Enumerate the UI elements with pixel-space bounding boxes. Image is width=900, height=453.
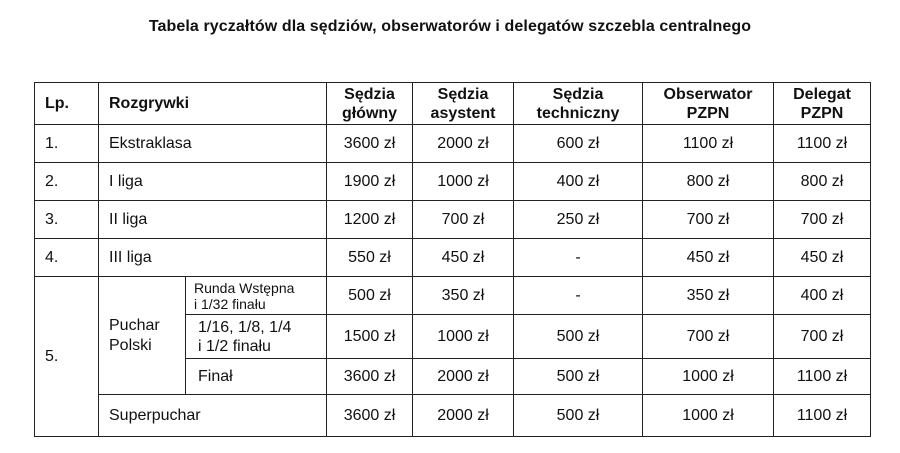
row-lp: 3. (35, 201, 99, 239)
cell-obserwator: 1100 zł (643, 125, 774, 163)
cell-obserwator: 800 zł (643, 163, 774, 201)
stage-label (186, 277, 327, 315)
header-obserwator (643, 83, 774, 125)
header-row (35, 83, 871, 125)
header-obserwator-line1: Obserwator (663, 85, 753, 103)
cell-obserwator: 350 zł (643, 277, 774, 315)
cell-obserwator: 700 zł (643, 315, 774, 359)
cell-obserwator: 1000 zł (643, 359, 774, 395)
puchar-name (99, 277, 186, 395)
cell-glowny: 1200 zł (327, 201, 413, 239)
header-sedzia-asystent-line1: Sędzia (437, 85, 489, 103)
cell-glowny: 3600 zł (327, 395, 413, 437)
header-delegat-line2: PZPN (800, 104, 844, 122)
cell-asystent: 450 zł (413, 239, 514, 277)
cell-asystent: 1000 zł (413, 163, 514, 201)
page-title: Tabela ryczałtów dla sędziów, obserwatorów i delegatów szczebla centralnego (148, 18, 752, 35)
row-name: II liga (99, 201, 327, 239)
stage-label-line1: Runda Wstępna (194, 279, 295, 296)
row-name: Superpuchar (99, 395, 327, 437)
puchar-name-line1: Puchar (109, 316, 160, 334)
header-rozgrywki: Rozgrywki (99, 83, 327, 125)
cell-glowny: 550 zł (327, 239, 413, 277)
cell-obserwator: 700 zł (643, 201, 774, 239)
cell-asystent: 2000 zł (413, 359, 514, 395)
row-lp: 2. (35, 163, 99, 201)
header-sedzia-glowny-line2: główny (341, 104, 398, 122)
header-obserwator-line2: PZPN (686, 104, 730, 122)
header-sedzia-asystent-line2: asystent (430, 104, 496, 122)
cell-techniczny: 500 zł (514, 359, 643, 395)
table-row (35, 277, 871, 315)
row-lp: 4. (35, 239, 99, 277)
stage-label-line2: i 1/2 finału (198, 337, 271, 355)
cell-glowny: 1500 zł (327, 315, 413, 359)
cell-delegat: 800 zł (774, 163, 871, 201)
table-row (35, 201, 871, 239)
table-row (35, 239, 871, 277)
cell-delegat: 400 zł (774, 277, 871, 315)
cell-delegat: 1100 zł (774, 125, 871, 163)
cell-asystent: 2000 zł (413, 395, 514, 437)
cell-obserwator: 1000 zł (643, 395, 774, 437)
rates-table (34, 82, 871, 437)
row-lp: 5. (35, 277, 99, 437)
cell-glowny: 500 zł (327, 277, 413, 315)
table-row (35, 125, 871, 163)
header-sedzia-techniczny (514, 83, 643, 125)
cell-techniczny: - (514, 277, 643, 315)
cell-glowny: 3600 zł (327, 125, 413, 163)
cell-asystent: 350 zł (413, 277, 514, 315)
header-sedzia-techniczny-line1: Sędzia (552, 85, 604, 103)
row-name: III liga (99, 239, 327, 277)
table-row (35, 163, 871, 201)
cell-delegat: 700 zł (774, 201, 871, 239)
header-delegat-line1: Delegat (793, 85, 851, 103)
cell-techniczny: 400 zł (514, 163, 643, 201)
cell-obserwator: 450 zł (643, 239, 774, 277)
cell-asystent: 2000 zł (413, 125, 514, 163)
row-name: I liga (99, 163, 327, 201)
cell-asystent: 700 zł (413, 201, 514, 239)
cell-delegat: 1100 zł (774, 395, 871, 437)
cell-techniczny: 500 zł (514, 395, 643, 437)
header-sedzia-glowny (327, 83, 413, 125)
cell-delegat: 1100 zł (774, 359, 871, 395)
cell-asystent: 1000 zł (413, 315, 514, 359)
cell-techniczny: 250 zł (514, 201, 643, 239)
cell-techniczny: 600 zł (514, 125, 643, 163)
header-lp: Lp. (35, 83, 99, 125)
cell-delegat: 700 zł (774, 315, 871, 359)
cell-glowny: 1900 zł (327, 163, 413, 201)
cell-techniczny: - (514, 239, 643, 277)
stage-label-line1: 1/16, 1/8, 1/4 (198, 318, 292, 336)
stage-label (186, 315, 327, 359)
header-sedzia-asystent (413, 83, 514, 125)
stage-label: Finał (186, 359, 327, 395)
row-name: Ekstraklasa (99, 125, 327, 163)
header-sedzia-techniczny-line2: techniczny (536, 104, 620, 122)
puchar-name-line2: Polski (109, 336, 152, 354)
cell-glowny: 3600 zł (327, 359, 413, 395)
cell-delegat: 450 zł (774, 239, 871, 277)
cell-techniczny: 500 zł (514, 315, 643, 359)
row-lp: 1. (35, 125, 99, 163)
stage-label-line2: i 1/32 finału (194, 295, 266, 312)
header-delegat (774, 83, 871, 125)
table-row (35, 395, 871, 437)
header-sedzia-glowny-line1: Sędzia (344, 85, 395, 103)
